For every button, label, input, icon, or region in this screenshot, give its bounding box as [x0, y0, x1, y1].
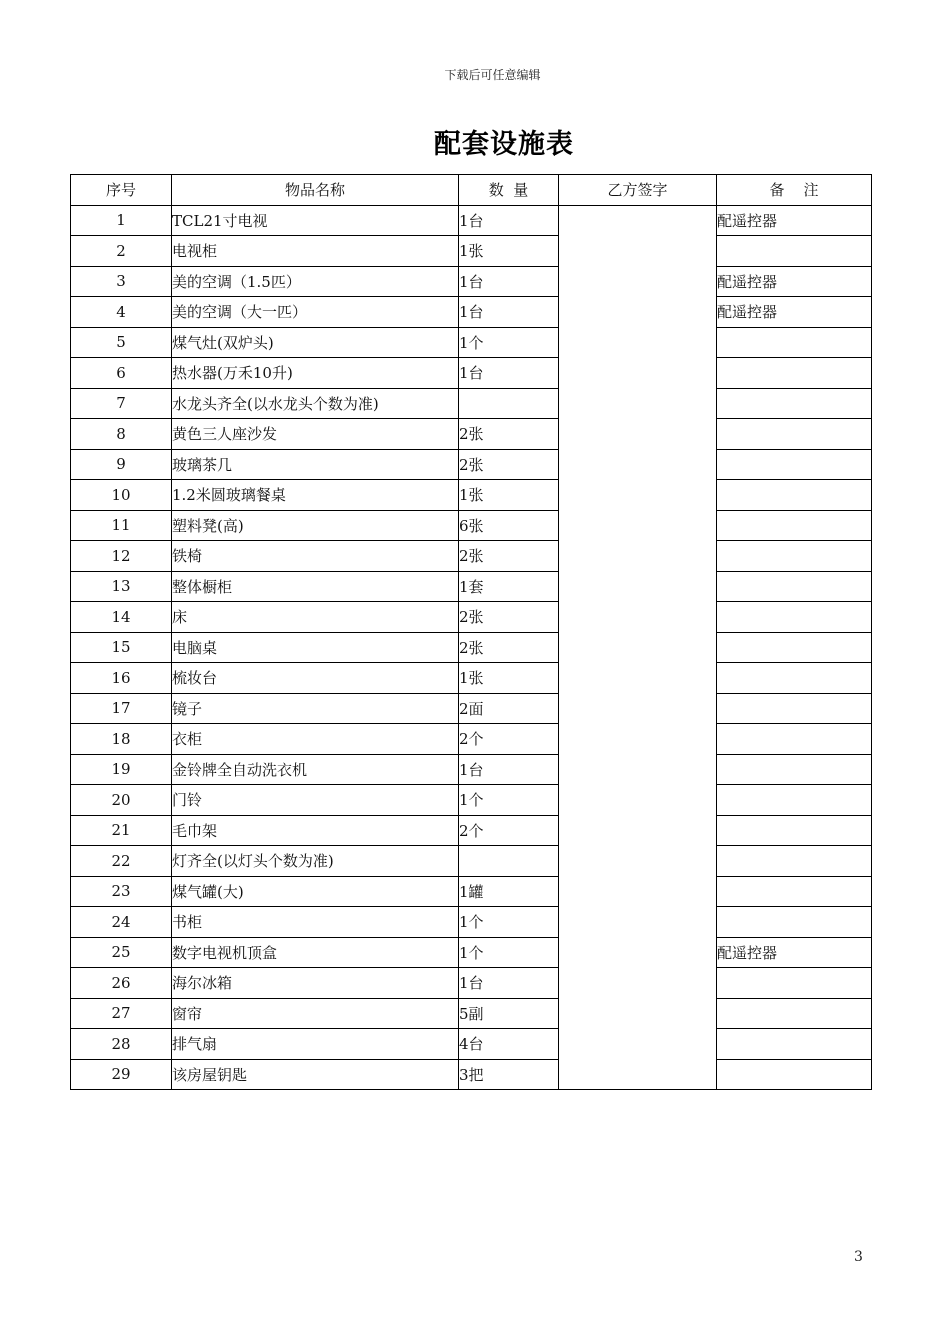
cell-no: 4 — [71, 297, 172, 328]
cell-name: 塑料凳(高) — [172, 510, 459, 541]
cell-qty: 1个 — [459, 785, 559, 816]
cell-qty: 1个 — [459, 907, 559, 938]
cell-no: 3 — [71, 266, 172, 297]
cell-no: 10 — [71, 480, 172, 511]
cell-no: 13 — [71, 571, 172, 602]
table-row — [71, 815, 872, 846]
table-row — [71, 785, 872, 816]
cell-note — [717, 602, 872, 633]
cell-no: 26 — [71, 968, 172, 999]
cell-no: 29 — [71, 1059, 172, 1090]
cell-note — [717, 358, 872, 389]
cell-no: 12 — [71, 541, 172, 572]
column-header-qty: 数 量 — [459, 175, 559, 206]
cell-note — [717, 632, 872, 663]
table-row — [71, 266, 872, 297]
cell-note — [717, 907, 872, 938]
cell-qty: 1台 — [459, 968, 559, 999]
cell-note — [717, 998, 872, 1029]
cell-name: 电视柜 — [172, 236, 459, 267]
table-row — [71, 388, 872, 419]
cell-note — [717, 236, 872, 267]
cell-no: 6 — [71, 358, 172, 389]
cell-note — [717, 541, 872, 572]
cell-qty: 2面 — [459, 693, 559, 724]
cell-note: 配遥控器 — [717, 205, 872, 236]
cell-no: 24 — [71, 907, 172, 938]
page-number: 3 — [854, 1249, 863, 1265]
table-body — [71, 205, 872, 1090]
cell-name: 整体橱柜 — [172, 571, 459, 602]
cell-qty: 1台 — [459, 754, 559, 785]
page-title: 配套设施表 — [434, 129, 574, 160]
cell-name: 镜子 — [172, 693, 459, 724]
table-row — [71, 480, 872, 511]
cell-no: 2 — [71, 236, 172, 267]
cell-no: 18 — [71, 724, 172, 755]
cell-note — [717, 480, 872, 511]
header-note: 下载后可任意编辑 — [444, 68, 541, 82]
table-row — [71, 693, 872, 724]
table-row — [71, 297, 872, 328]
cell-name: 门铃 — [172, 785, 459, 816]
cell-name: 书柜 — [172, 907, 459, 938]
cell-qty: 2个 — [459, 724, 559, 755]
cell-name: 梳妆台 — [172, 663, 459, 694]
cell-note — [717, 846, 872, 877]
cell-note — [717, 876, 872, 907]
cell-name: 玻璃茶几 — [172, 449, 459, 480]
cell-name: 床 — [172, 602, 459, 633]
column-header-name: 物品名称 — [172, 175, 459, 206]
cell-signature — [559, 205, 717, 1090]
cell-no: 23 — [71, 876, 172, 907]
cell-no: 27 — [71, 998, 172, 1029]
cell-note — [717, 1029, 872, 1060]
cell-qty — [459, 388, 559, 419]
table-row — [71, 632, 872, 663]
cell-qty: 6张 — [459, 510, 559, 541]
cell-note: 配遥控器 — [717, 937, 872, 968]
cell-name: 排气扇 — [172, 1029, 459, 1060]
table-header-row — [71, 175, 872, 206]
cell-no: 1 — [71, 205, 172, 236]
cell-qty: 2张 — [459, 602, 559, 633]
table-row — [71, 1029, 872, 1060]
cell-name: 煤气罐(大) — [172, 876, 459, 907]
cell-note — [717, 388, 872, 419]
cell-no: 17 — [71, 693, 172, 724]
cell-name: 毛巾架 — [172, 815, 459, 846]
table-row — [71, 358, 872, 389]
cell-note — [717, 968, 872, 999]
cell-qty: 1张 — [459, 663, 559, 694]
table-row — [71, 968, 872, 999]
cell-note: 配遥控器 — [717, 266, 872, 297]
table-row — [71, 571, 872, 602]
cell-name: 数字电视机顶盒 — [172, 937, 459, 968]
cell-name: 金铃牌全自动洗衣机 — [172, 754, 459, 785]
cell-name: 美的空调（大一匹） — [172, 297, 459, 328]
table-row — [71, 907, 872, 938]
cell-note — [717, 449, 872, 480]
cell-qty: 1台 — [459, 266, 559, 297]
cell-name: 热水器(万禾10升) — [172, 358, 459, 389]
cell-name: 铁椅 — [172, 541, 459, 572]
cell-qty: 2张 — [459, 449, 559, 480]
cell-name: TCL21寸电视 — [172, 205, 459, 236]
column-header-no: 序号 — [71, 175, 172, 206]
cell-no: 25 — [71, 937, 172, 968]
table-row — [71, 846, 872, 877]
cell-qty: 2个 — [459, 815, 559, 846]
cell-qty: 1个 — [459, 937, 559, 968]
table-row — [71, 663, 872, 694]
cell-qty: 2张 — [459, 632, 559, 663]
cell-note — [717, 785, 872, 816]
cell-no: 21 — [71, 815, 172, 846]
cell-qty: 1台 — [459, 297, 559, 328]
column-header-note: 备 注 — [717, 175, 872, 206]
cell-no: 20 — [71, 785, 172, 816]
cell-note — [717, 1059, 872, 1090]
cell-no: 5 — [71, 327, 172, 358]
cell-note — [717, 419, 872, 450]
table-row — [71, 419, 872, 450]
table-row — [71, 724, 872, 755]
facilities-table — [70, 174, 872, 1090]
cell-note — [717, 693, 872, 724]
cell-note — [717, 815, 872, 846]
cell-name: 煤气灶(双炉头) — [172, 327, 459, 358]
cell-qty: 3把 — [459, 1059, 559, 1090]
cell-note — [717, 754, 872, 785]
cell-name: 灯齐全(以灯头个数为准) — [172, 846, 459, 877]
table-row — [71, 754, 872, 785]
cell-note: 配遥控器 — [717, 297, 872, 328]
table-row — [71, 937, 872, 968]
cell-name: 窗帘 — [172, 998, 459, 1029]
cell-no: 7 — [71, 388, 172, 419]
cell-note — [717, 327, 872, 358]
column-header-sign: 乙方签字 — [559, 175, 717, 206]
cell-no: 11 — [71, 510, 172, 541]
table-row — [71, 327, 872, 358]
cell-qty: 1台 — [459, 205, 559, 236]
cell-no: 15 — [71, 632, 172, 663]
cell-no: 14 — [71, 602, 172, 633]
table-row — [71, 602, 872, 633]
table-row — [71, 205, 872, 236]
cell-qty: 1个 — [459, 327, 559, 358]
cell-qty: 1台 — [459, 358, 559, 389]
table-row — [71, 1059, 872, 1090]
cell-name: 衣柜 — [172, 724, 459, 755]
cell-no: 19 — [71, 754, 172, 785]
cell-name: 该房屋钥匙 — [172, 1059, 459, 1090]
cell-note — [717, 724, 872, 755]
cell-qty: 1张 — [459, 236, 559, 267]
table-row — [71, 510, 872, 541]
cell-name: 电脑桌 — [172, 632, 459, 663]
cell-no: 22 — [71, 846, 172, 877]
cell-name: 水龙头齐全(以水龙头个数为准) — [172, 388, 459, 419]
cell-name: 海尔冰箱 — [172, 968, 459, 999]
cell-note — [717, 510, 872, 541]
cell-qty: 5副 — [459, 998, 559, 1029]
table-row — [71, 876, 872, 907]
cell-name: 黄色三人座沙发 — [172, 419, 459, 450]
cell-no: 28 — [71, 1029, 172, 1060]
cell-qty: 2张 — [459, 419, 559, 450]
cell-no: 16 — [71, 663, 172, 694]
cell-note — [717, 663, 872, 694]
table-row — [71, 541, 872, 572]
cell-qty: 1张 — [459, 480, 559, 511]
cell-qty: 1套 — [459, 571, 559, 602]
cell-qty: 2张 — [459, 541, 559, 572]
cell-name: 美的空调（1.5匹） — [172, 266, 459, 297]
cell-qty — [459, 846, 559, 877]
cell-no: 9 — [71, 449, 172, 480]
cell-note — [717, 571, 872, 602]
table-row — [71, 998, 872, 1029]
table-row — [71, 236, 872, 267]
cell-name: 1.2米圆玻璃餐桌 — [172, 480, 459, 511]
table-row — [71, 449, 872, 480]
cell-no: 8 — [71, 419, 172, 450]
cell-qty: 1罐 — [459, 876, 559, 907]
cell-qty: 4台 — [459, 1029, 559, 1060]
